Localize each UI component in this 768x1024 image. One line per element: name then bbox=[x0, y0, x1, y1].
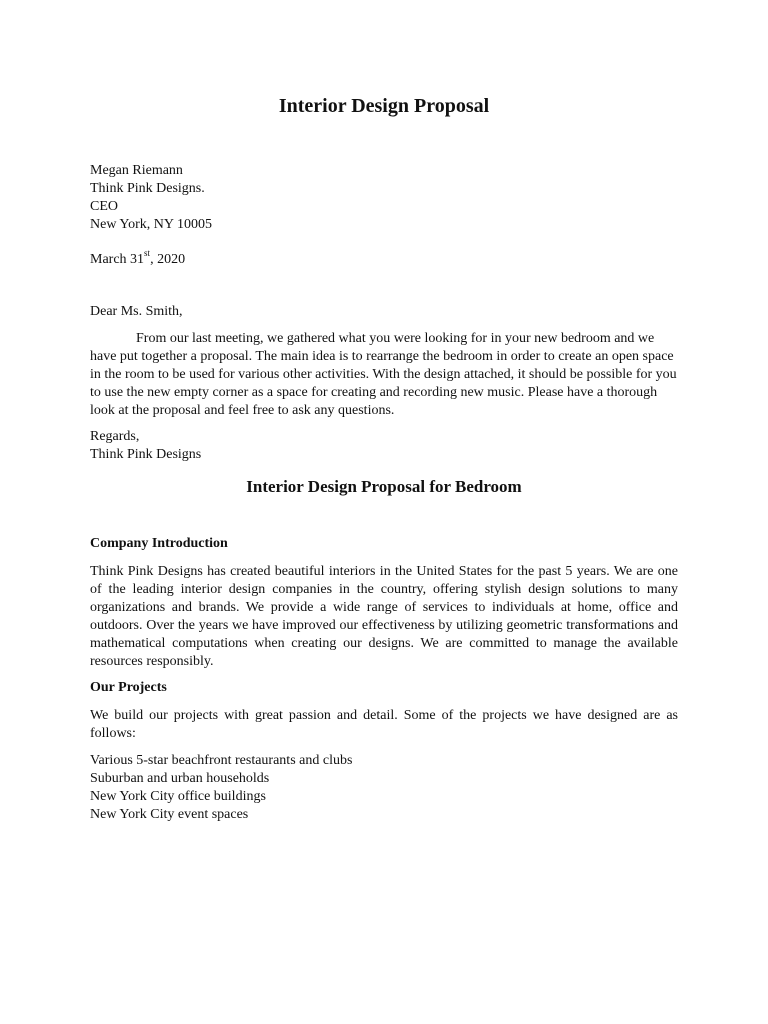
projects-intro-text: We build our projects with great passion and detail. Some of the projects we have designed are as follows: bbox=[90, 708, 678, 741]
sender-role: CEO bbox=[90, 199, 118, 214]
sender-city: New York, NY 10005 bbox=[90, 217, 212, 232]
body-paragraph: From our last meeting, we gathered what you were looking for in your new bedroom and we have put together a proposal. The main idea is to rearrange the bedroom in order to create an open space in the room to be used for various other activities. With the design attached, it should be possible for you to use the new empty corner as a space for creating and recording new music. Please have a thorough look at the proposal and feel free to ask any questions. bbox=[90, 331, 677, 418]
date-suffix: st bbox=[144, 248, 151, 259]
company-intro-heading: Company Introduction bbox=[90, 536, 228, 551]
sender-address bbox=[90, 162, 678, 234]
sender-company: Think Pink Designs. bbox=[90, 181, 205, 196]
closing-block bbox=[90, 428, 678, 464]
company-intro-text: Think Pink Designs has created beautiful interiors in the United States for the past 5 years. We are one of the leading interior design companies in the country, offering stylish design solutions to many organizations and brands. We provide a wide range of services to individuals at home, office and outdoors. Over the years we have improved our effectiveness by utilizing geometric transformations and mathematical computations when creating our designs. We are committed to manage the available resources responsibly. bbox=[90, 564, 678, 669]
list-item: Suburban and urban households bbox=[90, 771, 270, 786]
greeting: Dear Ms. Smith, bbox=[90, 304, 183, 319]
letter-date bbox=[90, 248, 678, 269]
projects-heading: Our Projects bbox=[90, 680, 167, 695]
closing: Regards, bbox=[90, 429, 140, 444]
list-item: Various 5-star beachfront restaurants and clubs bbox=[90, 753, 353, 768]
project-list bbox=[90, 752, 678, 824]
closing-signature: Think Pink Designs bbox=[90, 447, 202, 462]
list-item: New York City office buildings bbox=[90, 789, 266, 804]
date-year: , 2020 bbox=[150, 252, 186, 267]
document-title: Interior Design Proposal bbox=[278, 95, 490, 117]
sender-name: Megan Riemann bbox=[90, 163, 183, 178]
section-title: Interior Design Proposal for Bedroom bbox=[246, 477, 522, 496]
list-item: New York City event spaces bbox=[90, 807, 249, 822]
date-month-day: March 31 bbox=[90, 252, 145, 267]
